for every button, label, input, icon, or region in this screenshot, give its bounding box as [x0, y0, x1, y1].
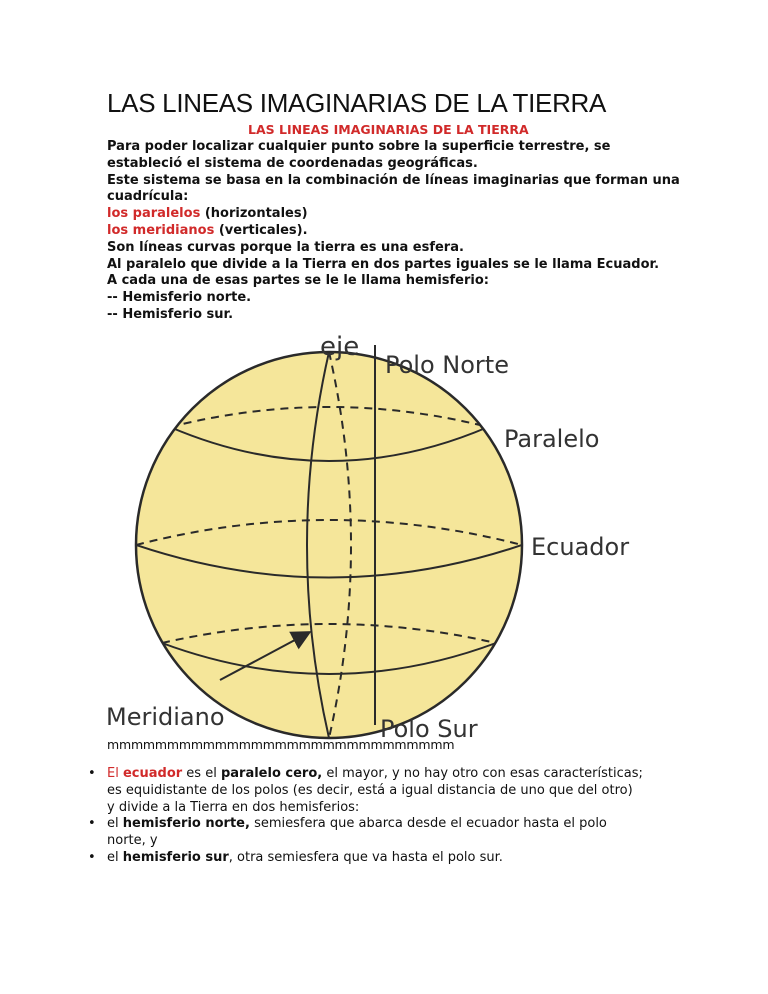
page-title: LAS LINEAS IMAGINARIAS DE LA TIERRA: [107, 88, 607, 118]
bullet-dot-icon: •: [88, 766, 96, 781]
intro-line: Para poder localizar cualquier punto sobre la superficie terrestre, se: [107, 139, 611, 154]
paralelos-line: [107, 206, 667, 223]
intro-line: Este sistema se basa en la combinación de líneas imaginarias que forman una: [107, 172, 680, 188]
b1-bold: paralelo cero,: [220, 766, 323, 781]
label-polo-norte: Polo Norte: [385, 351, 509, 379]
b2-prefix: el: [107, 816, 123, 832]
b2-rest: semiesfera que abarca desde el ecuador hasta el polo: [249, 816, 607, 832]
subtitle: LAS LINEAS IMAGINARIAS DE LA TIERRA: [248, 122, 529, 137]
b1-prefix: El: [107, 766, 123, 781]
bullet-list: [88, 766, 678, 867]
label-polo-sur: Polo Sur: [380, 715, 478, 743]
meridianos-term: los meridianos: [107, 222, 215, 238]
intro-line: Al paralelo que divide a la Tierra en dos partes iguales se le llama Ecuador.: [107, 256, 660, 272]
intro-line: Son líneas curvas porque la tierra es una esfera.: [107, 239, 464, 255]
b1-term: ecuador: [122, 766, 183, 781]
bullet-dot-icon: •: [88, 816, 96, 832]
list-item: [88, 766, 678, 816]
b3-rest: , otra semiesfera que va hasta el polo sur.: [228, 849, 503, 865]
b3-bold: hemisferio sur: [122, 849, 229, 865]
meridianos-line: [107, 223, 667, 240]
paralelos-term: los paralelos: [107, 206, 201, 222]
b2-bold: hemisferio norte,: [122, 816, 250, 832]
bullet-dot-icon: •: [88, 849, 96, 865]
list-item: [88, 850, 678, 867]
b2-line2: norte, y: [107, 833, 158, 849]
intro-line: cuadrícula:: [107, 189, 189, 205]
intro-text: [107, 139, 680, 324]
b3-prefix: el: [107, 849, 123, 865]
filler-text: mmmmmmmmmmmmmmmmmmmmmmmmmmmmm: [107, 737, 455, 752]
label-ecuador: Ecuador: [531, 533, 630, 561]
label-meridiano: Meridiano: [106, 703, 225, 731]
label-eje: eje: [320, 332, 360, 362]
globe-diagram: [100, 325, 660, 745]
b1-line3: y divide a la Tierra en dos hemisferios:: [107, 799, 360, 815]
meridianos-desc: (verticales).: [214, 222, 308, 238]
b1-t1: es el: [182, 766, 221, 781]
paralelos-desc: (horizontales): [200, 206, 308, 222]
b1-line2: es equidistante de los polos (es decir, está a igual distancia de uno que del otro): [107, 782, 633, 798]
label-paralelo: Paralelo: [504, 425, 600, 453]
intro-line: -- Hemisferio norte.: [107, 290, 252, 306]
intro-line: A cada una de esas partes se le le llama hemisferio:: [107, 273, 489, 289]
b1-t2: el mayor, y no hay otro con esas características;: [322, 766, 643, 781]
list-item: [88, 816, 678, 850]
intro-line: estableció el sistema de coordenadas geográficas.: [107, 155, 478, 171]
globe-sphere: [136, 352, 522, 738]
intro-line: -- Hemisferio sur.: [107, 306, 234, 322]
